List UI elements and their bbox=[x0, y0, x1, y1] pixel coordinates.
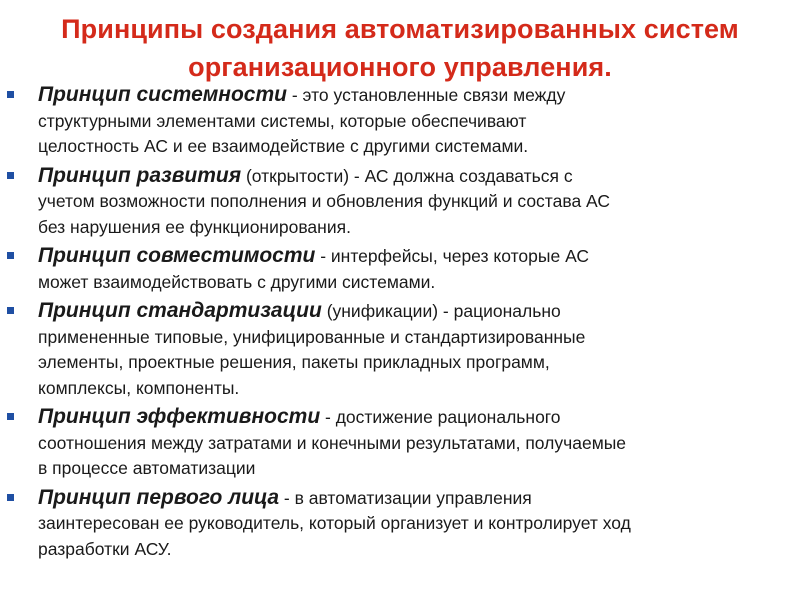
principle-heading: Принцип развития bbox=[38, 163, 242, 187]
principle-text-line: элементы, проектные решения, пакеты прикладных программ, bbox=[38, 352, 550, 372]
square-bullet-icon bbox=[7, 172, 14, 179]
principle-text-line: без нарушения ее функционирования. bbox=[38, 216, 351, 237]
principle-first-person bbox=[0, 485, 800, 563]
principle-text-line: соотношения между затратами и конечными результатами, получаемые bbox=[38, 432, 627, 453]
square-bullet-icon bbox=[7, 413, 14, 420]
principle-first-line bbox=[38, 243, 790, 270]
principle-text-line: целостность АС и ее взаимодействие с другими системами. bbox=[38, 136, 529, 156]
principle-heading: Принцип системности bbox=[38, 83, 287, 106]
principle-first-line bbox=[38, 404, 790, 431]
principle-text: - интерфейсы, через которые АС bbox=[315, 246, 589, 266]
slide-title bbox=[0, 10, 800, 86]
principle-text-line: разработки АСУ. bbox=[38, 538, 172, 559]
principle-text-line: структурными элементами системы, которые обеспечивают bbox=[38, 110, 527, 131]
principle-heading: Принцип эффективности bbox=[38, 405, 321, 428]
principle-first-line bbox=[38, 163, 790, 190]
principle-compatibility bbox=[0, 243, 800, 295]
principle-standardization bbox=[0, 298, 800, 401]
principle-first-line bbox=[38, 82, 790, 109]
principle-text-line: комплексы, компоненты. bbox=[38, 377, 240, 398]
principle-first-line bbox=[38, 298, 790, 325]
square-bullet-icon bbox=[7, 307, 14, 314]
principle-text-line: может взаимодействовать с другими системами. bbox=[38, 271, 436, 292]
principle-heading: Принцип стандартизации bbox=[38, 299, 322, 322]
principle-text: - достижение рационального bbox=[320, 407, 561, 427]
principle-efficiency bbox=[0, 404, 800, 482]
principle-text: - это установленные связи между bbox=[287, 85, 566, 105]
principle-first-line bbox=[38, 485, 790, 512]
principle-text-line: учетом возможности пополнения и обновления функций и состава АС bbox=[38, 191, 610, 211]
square-bullet-icon bbox=[7, 494, 14, 501]
principle-text-line: в процессе автоматизации bbox=[38, 458, 256, 478]
title-line-2: организационного управления. bbox=[188, 52, 612, 82]
principle-systemness bbox=[0, 82, 800, 160]
principle-text: (открытости) - АС должна создаваться с bbox=[241, 165, 573, 186]
principle-text-line: примененные типовые, унифицированные и стандартизированные bbox=[38, 326, 586, 347]
principle-development bbox=[0, 163, 800, 241]
principle-text: - в автоматизации управления bbox=[279, 487, 532, 508]
principle-heading: Принцип первого лица bbox=[38, 485, 280, 509]
principle-heading: Принцип совместимости bbox=[38, 244, 316, 267]
square-bullet-icon bbox=[7, 252, 14, 259]
title-line-1: Принципы создания автоматизированных систем bbox=[61, 14, 739, 44]
principles-list bbox=[0, 82, 800, 565]
square-bullet-icon bbox=[7, 91, 14, 98]
principle-text-line: заинтересован ее руководитель, который организует и контролирует ход bbox=[38, 513, 631, 533]
principle-text: (унификации) - рационально bbox=[321, 301, 561, 321]
